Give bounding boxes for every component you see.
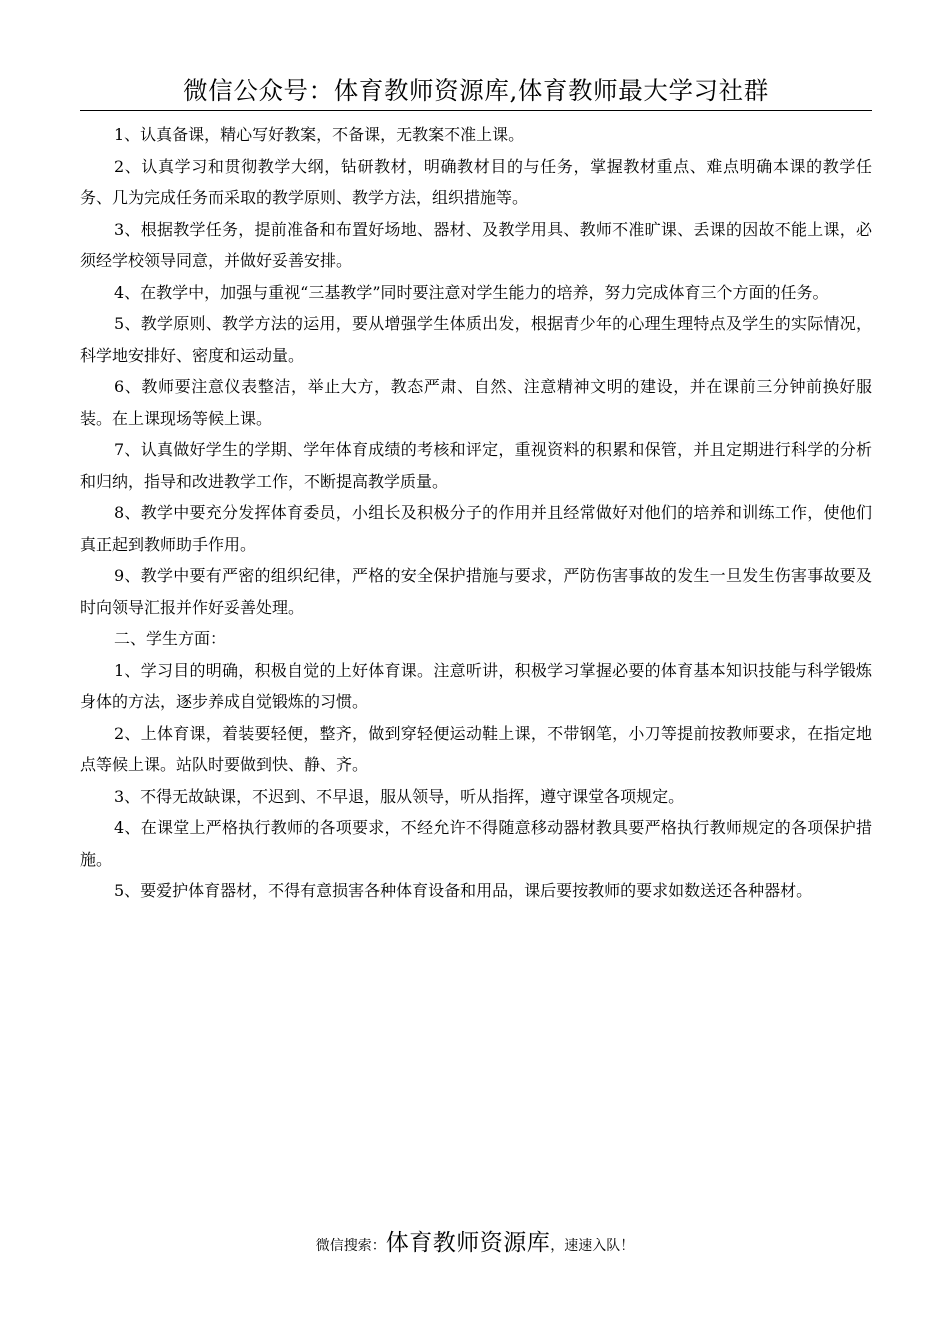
paragraph: 6、教师要注意仪表整洁，举止大方，教态严肃、自然、注意精神文明的建设，并在课前三分钟前换好服装。在上课现场等候上课。 bbox=[80, 377, 872, 428]
paragraph: 3、不得无故缺课，不迟到、不早退，服从领导，听从指挥，遵守课堂各项规定。 bbox=[114, 786, 685, 806]
document-body bbox=[80, 119, 872, 907]
footer-account-name: 体育教师资源库 bbox=[385, 1230, 551, 1256]
paragraph: 4、在课堂上严格执行教师的各项要求，不经允许不得随意移动器材教具要严格执行教师规定的各项保护措施。 bbox=[80, 818, 872, 869]
page-header bbox=[80, 76, 872, 111]
paragraph: 1、认真备课，精心写好教案，不备课，无教案不准上课。 bbox=[114, 125, 525, 144]
footer-suffix: ，速速入队！ bbox=[550, 1238, 635, 1254]
paragraph: 2、认真学习和贯彻教学大纲，钻研教材，明确教材目的与任务，掌握教材重点、难点明确本课的教学任务、几为完成任务而采取的教学原则、教学方法，组织措施等。 bbox=[80, 156, 872, 207]
paragraph: 8、教学中要充分发挥体育委员，小组长及积极分子的作用并且经常做好对他们的培养和训练工作，使他们真正起到教师助手作用。 bbox=[80, 503, 872, 554]
paragraph: 2、上体育课，着装要轻便，整齐，做到穿轻便运动鞋上课，不带钢笔，小刀等提前按教师要求，在指定地点等候上课。站队时要做到快、静、齐。 bbox=[80, 723, 872, 774]
paragraph: 4、在教学中，加强与重视“三基教学”同时要注意对学生能力的培养，努力完成体育三个方面的任务。 bbox=[114, 282, 829, 302]
paragraph: 7、认真做好学生的学期、学年体育成绩的考核和评定，重视资料的积累和保管，并且定期进行科学的分析和归纳，指导和改进教学工作，不断提高教学质量。 bbox=[80, 440, 872, 491]
paragraph: 9、教学中要有严密的组织纪律，严格的安全保护措施与要求，严防伤害事故的发生一旦发生伤害事故要及时向领导汇报并作好妥善处理。 bbox=[80, 566, 872, 617]
paragraph: 5、要爱护体育器材，不得有意损害各种体育设备和用品，课后要按教师的要求如数送还各种器材。 bbox=[114, 881, 813, 900]
header-title: 微信公众号：体育教师资源库,体育教师最大学习社群 bbox=[183, 76, 769, 105]
paragraph: 1、学习目的明确，积极自觉的上好体育课。注意听讲，积极学习掌握必要的体育基本知识技能与科学锻炼身体的方法，逐步养成自觉锻炼的习惯。 bbox=[80, 660, 872, 711]
paragraph: 3、根据教学任务，提前准备和布置好场地、器材、及教学用具、教师不准旷课、丢课的因故不能上课，必须经学校领导同意，并做好妥善安排。 bbox=[80, 219, 872, 270]
section-heading-students: 二、学生方面： bbox=[114, 629, 227, 648]
paragraph: 5、教学原则、教学方法的运用，要从增强学生体质出发，根据青少年的心理生理特点及学生的实际情况，科学地安排好、密度和运动量。 bbox=[80, 314, 872, 365]
page-footer bbox=[0, 1224, 950, 1257]
footer-prefix: 微信搜索： bbox=[315, 1238, 386, 1254]
